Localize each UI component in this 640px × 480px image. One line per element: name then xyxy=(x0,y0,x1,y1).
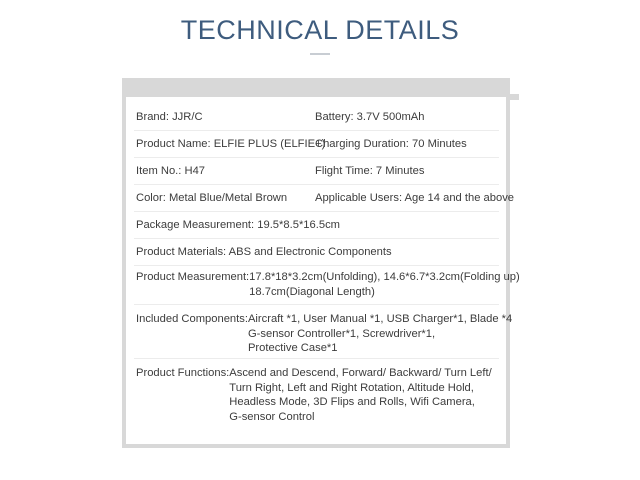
spec-line: Ascend and Descend, Forward/ Backward/ Turn Left/ xyxy=(229,367,492,379)
spec-item-no: Item No.: H47 xyxy=(136,165,206,177)
spec-package-measurement: Package Measurement: 19.5*8.5*16.5cm xyxy=(136,219,340,231)
spec-line: 17.8*18*3.2cm(Unfolding), 14.6*6.7*3.2cm(Folding up) xyxy=(249,271,520,283)
title-divider xyxy=(310,53,330,55)
spec-line: G-sensor Control xyxy=(229,410,315,423)
spec-included-components-label: Included Components: xyxy=(136,313,248,325)
spec-included-components-values xyxy=(248,312,512,356)
spec-product-functions-values xyxy=(229,366,491,424)
spec-battery: Battery: 3.7V 500mAh xyxy=(315,111,425,123)
spec-included-components xyxy=(136,312,512,356)
spec-line: 18.7cm(Diagonal Length) xyxy=(249,285,375,298)
spec-row-package xyxy=(134,212,499,239)
spec-row-color-users xyxy=(134,185,515,212)
spec-row-item-flight xyxy=(134,158,499,185)
page-title: TECHNICAL DETAILS xyxy=(180,15,460,45)
spec-brand: Brand: JJR/C xyxy=(136,111,203,123)
spec-product-materials: Product Materials: ABS and Electronic Components xyxy=(136,246,392,258)
spec-line: Headless Mode, 3D Flips and Rolls, Wifi Camera, xyxy=(229,396,475,408)
spec-applicable-users: Applicable Users: Age 14 and the above xyxy=(315,192,515,204)
spec-row-brand-battery xyxy=(134,97,499,131)
spec-row-product-measurement xyxy=(134,266,520,305)
spec-line: Turn Right, Left and Right Rotation, Altitude Hold, xyxy=(229,381,474,394)
spec-product-measurement-values xyxy=(249,270,520,299)
spec-product-functions-label: Product Functions: xyxy=(136,367,230,379)
spec-row-product-functions xyxy=(134,359,499,439)
spec-product-name: Product Name: ELFIE PLUS (ELFIE+) xyxy=(136,138,326,150)
spec-line: Protective Case*1 xyxy=(247,342,338,354)
spec-product-measurement-label: Product Measurement: xyxy=(136,271,250,283)
spec-flight-time: Flight Time: 7 Minutes xyxy=(315,165,425,177)
spec-row-included-components xyxy=(134,305,513,359)
spec-card xyxy=(126,97,520,444)
spec-charging-duration: Charging Duration: 70 Minutes xyxy=(315,138,467,150)
spec-product-functions xyxy=(136,366,492,424)
card-frame-notch xyxy=(505,94,519,100)
spec-product-measurement xyxy=(136,270,520,299)
spec-line: G-sensor Controller*1, Screwdriver*1, xyxy=(247,327,436,340)
spec-row-name-charging xyxy=(134,131,499,158)
spec-line: Aircraft *1, User Manual *1, USB Charger*1, Blade *4 xyxy=(247,313,513,325)
spec-row-materials xyxy=(134,239,499,266)
spec-color: Color: Metal Blue/Metal Brown xyxy=(136,192,288,204)
